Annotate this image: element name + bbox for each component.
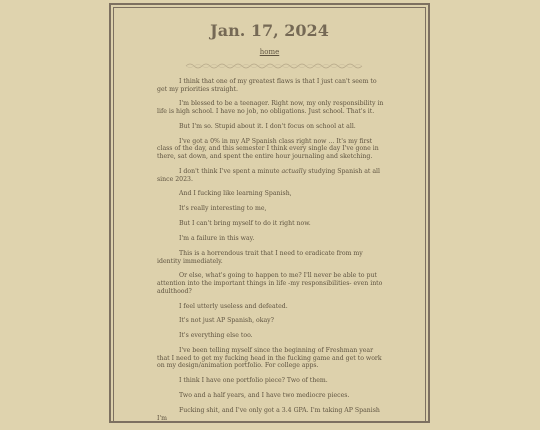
page-inner-border [113,7,426,421]
paragraph: It's really interesting to me, [179,205,267,213]
paragraph: I've got a 0% in my AP Spanish class right now ... It's my first class of the day, and this semester I think every single day I've gone in there, sat down, and spent the entire hour journaling and sketching. [157,137,379,161]
emphasis: actually [281,167,307,175]
paragraph: I feel utterly useless and defeated. [179,302,288,310]
paragraph: But I'm so. Stupid about it. I don't focus on school at all. [179,122,356,130]
paragraph: I think that one of my greatest flaws is that I just can't seem to get my priorities straight. [157,78,377,93]
paragraph: Or else, what's going to happen to me? I'll never be able to put attention into the important things in life -my responsibilities- even into adulthood? [157,272,383,295]
paragraph: I think I have one portfolio piece? Two of them. [179,377,328,385]
post-body [157,78,387,430]
paragraph: Fucking shit, and I've only got a 3.4 GPA. I'm taking AP Spanish I'm [157,407,380,422]
paragraph: I'm a failure in this way. [179,235,255,243]
paragraph: And I fucking like learning Spanish, [179,190,292,198]
paragraph: This is a horrendous trait that I need to eradicate from my identity immediately. [157,249,363,265]
decorative-divider [184,61,364,69]
paragraph: I'm blessed to be a teenager. Right now, my only responsibility in life is high school. I have no job, no obligations. Just school. That's it. [157,100,384,116]
paragraph: But I can't bring myself to do it right now. [179,220,311,228]
paragraph: Two and a half years, and I have two mediocre pieces. [179,392,350,400]
paragraph: It's everything else too. [179,332,253,340]
paragraph: It's not just AP Spanish, okay? [179,317,274,325]
paragraph: I've been telling myself since the beginning of Freshman year that I need to get my fucking head in the fucking game and get to work on my design/animation portfolio. For college apps. [157,347,382,370]
home-link[interactable]: home [259,48,280,56]
post-page [109,3,430,423]
paragraph: I don't think I've spent a minute actually studying Spanish at all since 2023. [157,167,380,183]
post-title: Jan. 17, 2024 [210,21,329,40]
